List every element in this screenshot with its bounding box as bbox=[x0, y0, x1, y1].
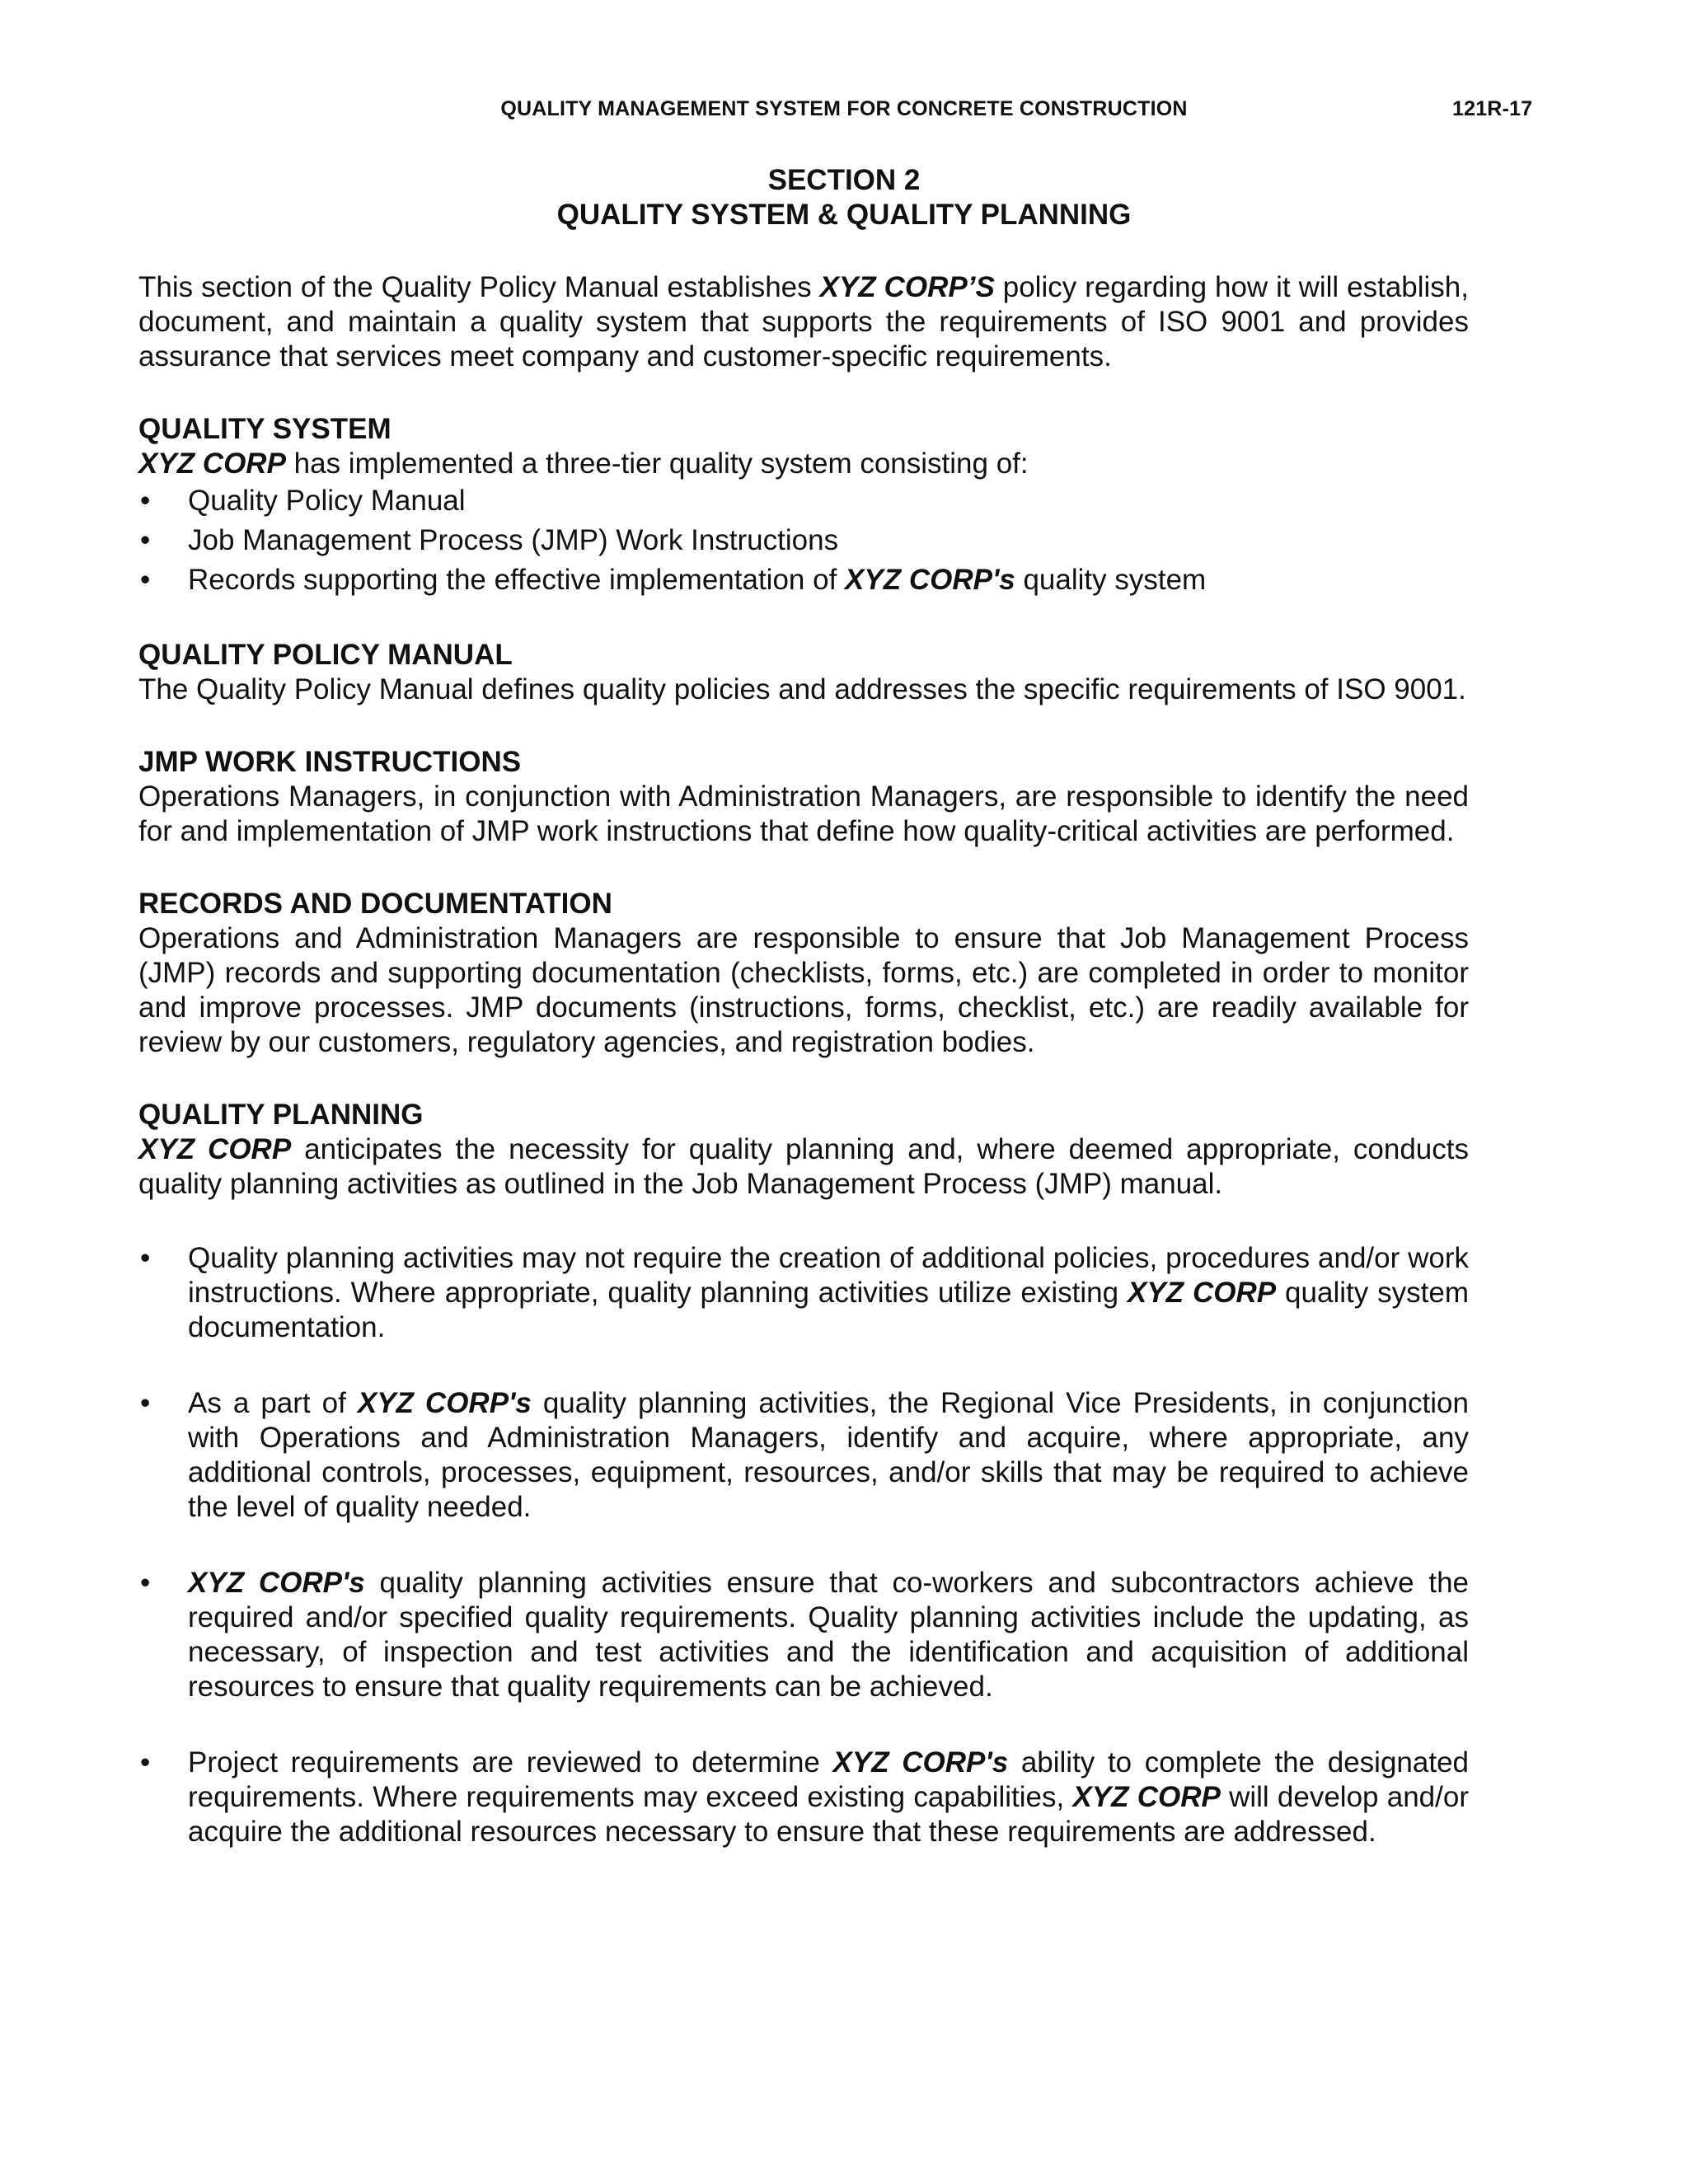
list-item: • Quality Policy Manual bbox=[138, 481, 1469, 521]
bullet-icon: • bbox=[140, 1746, 151, 1779]
list-item: • XYZ CORP's quality planning activities ensure that co-workers and subcontractors achieve the required and/or specified quality requirements. Quality planning activities include the updating, as necessary, of inspection and test activities and the identification and acquisition of additional resources to ensure that quality requirements can be achieved. bbox=[140, 1567, 1469, 1703]
quality-planning-section: QUALITY PLANNING XYZ CORP anticipates the necessity for quality planning and, where deemed appropriate, conducts quality planning activities as outlined in the Job Management Process (JMP) manual. bbox=[138, 1099, 1469, 1200]
list-item: • Job Management Process (JMP) Work Instructions bbox=[138, 521, 1469, 560]
jmp-work-instructions-section: JMP WORK INSTRUCTIONS Operations Managers, in conjunction with Administration Managers, are responsible to identify the need for and implementation of JMP work instructions that define how quality-critical activities are performed. bbox=[138, 746, 1469, 847]
intro-paragraph: This section of the Quality Policy Manual establishes XYZ CORP’S policy regarding how it will establish, document, and maintain a quality system that supports the requirements of ISO 9001 and provides assurance that services meet company and customer-specific requirements. bbox=[138, 271, 1469, 373]
bullet-icon: • bbox=[140, 1242, 151, 1274]
records-heading: RECORDS AND DOCUMENTATION bbox=[138, 888, 612, 920]
section-heading: QUALITY SYSTEM & QUALITY PLANNING bbox=[556, 199, 1132, 231]
quality-policy-manual-heading: QUALITY POLICY MANUAL bbox=[138, 639, 513, 671]
bullet-icon: • bbox=[140, 1387, 151, 1419]
jmp-work-instructions-heading: JMP WORK INSTRUCTIONS bbox=[138, 746, 522, 778]
quality-system-heading: QUALITY SYSTEM bbox=[138, 413, 392, 445]
company-name: XYZ CORP bbox=[138, 448, 286, 480]
bullet-icon: • bbox=[140, 524, 151, 556]
records-section: RECORDS AND DOCUMENTATION Operations and Administration Managers are responsible to ensure that Job Management Process (JMP) records and supporting documentation (checklists, forms, etc.) are completed in order to monitor and improve processes. JMP documents (instructions, forms, checklist, etc.) are readily available for review by our customers, regulatory agencies, and registration bodies. bbox=[138, 888, 1469, 1058]
company-name: XYZ CORP bbox=[1072, 1781, 1221, 1813]
bullet-icon: • bbox=[140, 485, 151, 517]
company-name: XYZ CORP’S bbox=[819, 271, 995, 303]
page-number: 121R-17 bbox=[1452, 97, 1533, 120]
company-name: XYZ CORP's bbox=[845, 564, 1015, 596]
quality-system-section: QUALITY SYSTEM XYZ CORP has implemented a three-tier quality system consisting of: • Quality Policy Manual • Job Management Process (JMP) Work Instructions • Records supporting the effective implementation of XYZ CORP's quality system bbox=[138, 412, 1469, 600]
list-item: • Project requirements are reviewed to determine XYZ CORP's ability to complete the designated requirements. Where requirements may exceed existing capabilities, XYZ CORP will develop and/or acquire the additional resources necessary to ensure that these requirements are addressed. bbox=[140, 1746, 1469, 1848]
quality-planning-list bbox=[138, 1241, 1469, 1849]
list-item: • Records supporting the effective implementation of XYZ CORP's quality system bbox=[138, 560, 1469, 600]
running-title: QUALITY MANAGEMENT SYSTEM FOR CONCRETE CONSTRUCTION bbox=[500, 97, 1188, 120]
section-title bbox=[0, 163, 1688, 232]
quality-planning-heading: QUALITY PLANNING bbox=[138, 1099, 424, 1131]
company-name: XYZ CORP bbox=[1127, 1277, 1277, 1309]
list-item: • Quality planning activities may not require the creation of additional policies, procedures and/or work instructions. Where appropriate, quality planning activities utilize existing XYZ CORP quality system documentation. bbox=[140, 1242, 1469, 1343]
company-name: XYZ CORP's bbox=[357, 1387, 532, 1419]
document-body bbox=[138, 270, 1469, 1891]
bullet-icon: • bbox=[140, 564, 151, 596]
company-name: XYZ CORP's bbox=[188, 1567, 365, 1599]
company-name: XYZ CORP bbox=[138, 1133, 292, 1165]
quality-system-list bbox=[138, 481, 1469, 600]
section-number: SECTION 2 bbox=[767, 164, 921, 196]
list-item: • As a part of XYZ CORP's quality planning activities, the Regional Vice Presidents, in conjunction with Operations and Administration Managers, identify and acquire, where appropriate, any additional controls, processes, equipment, resources, and/or skills that may be required to achieve the level of quality needed. bbox=[140, 1387, 1469, 1523]
bullet-icon: • bbox=[140, 1567, 151, 1599]
company-name: XYZ CORP's bbox=[832, 1746, 1009, 1779]
quality-policy-manual-section: QUALITY POLICY MANUAL The Quality Policy Manual defines quality policies and addresses the specific requirements of ISO 9001. bbox=[138, 638, 1469, 707]
